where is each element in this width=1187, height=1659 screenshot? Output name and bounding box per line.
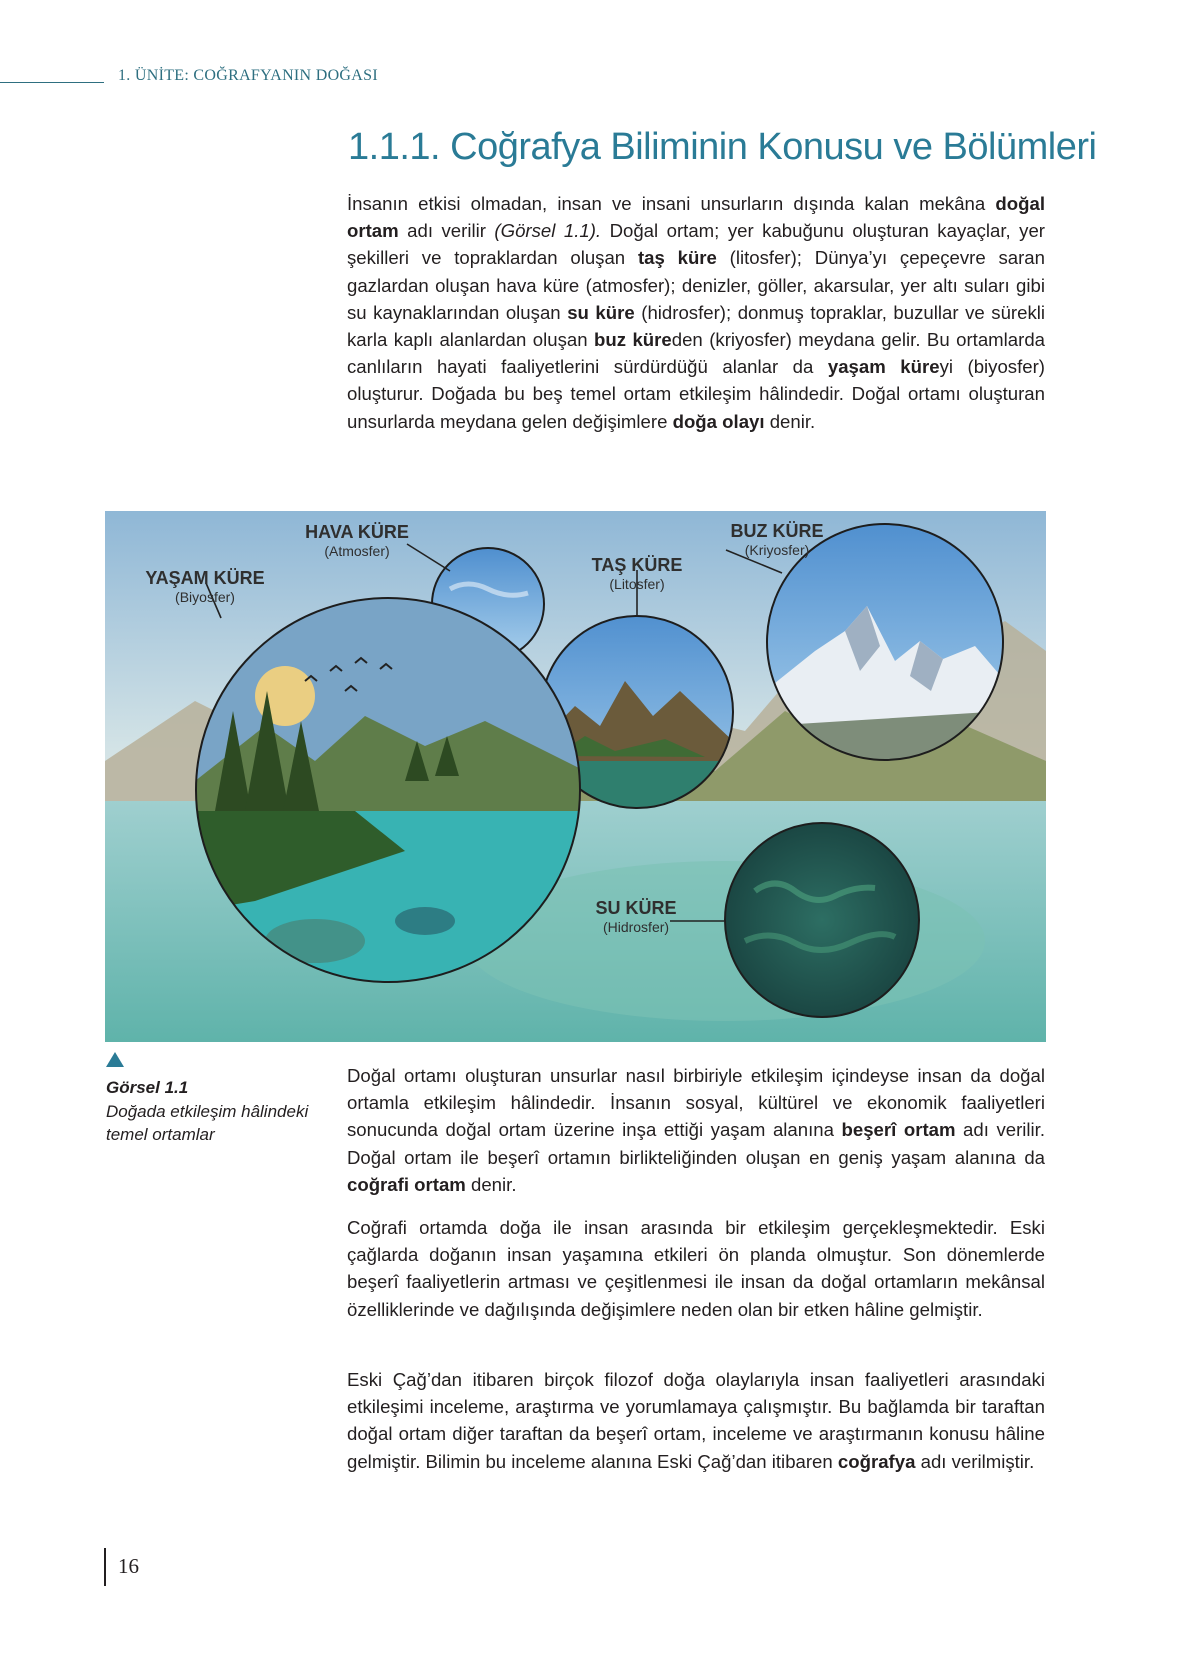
paragraph-geographic-interaction: [347, 1214, 1045, 1323]
caption-triangle-icon: [106, 1052, 124, 1067]
bold-term: yaşam küre: [827, 356, 940, 378]
text-run: adı verilmiştir.: [915, 1450, 1035, 1472]
footer-rule: [104, 1548, 106, 1586]
unit-header: 1. ÜNİTE: COĞRAFYANIN DOĞASI: [118, 67, 378, 84]
text-run: Eski Çağ’dan itibaren birçok filozof doğa olaylarıyla insan faaliyetleri arasındaki etkileşimi inceleme, araştırma ve yorumlamaya çalışmıştır. Bu bağlamda bir taraftan doğal ortam diğer taraftan da beşerî ortam, inceleme ve araştırmanın konusu hâline gelmiştir. Bilimin bu inceleme alanına Eski Çağ’dan itibaren: [347, 1369, 1045, 1472]
caption-text: Doğada etkileşim hâlindeki temel ortamlar: [106, 1102, 309, 1144]
label-hava-kure: HAVA KÜRE: [305, 522, 409, 542]
text-run: denir.: [764, 410, 816, 432]
text-run: Coğrafi ortamda doğa ile insan arasında bir etkileşim gerçekleşmektedir. Eski çağlarda doğanın insan yaşamına etkileri ön planda olmuştur. Son dönemlerde beşerî faaliyetlerin artması ve çeşitlenmesi ile insan da doğal ortamların mekânsal özelliklerinde ve dağılışında değişimlere neden olan bir etken hâline gelmiştir.: [347, 1217, 1045, 1320]
section-title: 1.1.1. Coğrafya Biliminin Konusu ve Bölümleri: [348, 126, 1097, 168]
label-tas-kure: TAŞ KÜRE: [591, 555, 683, 575]
hydrosphere-circle: [725, 823, 919, 1017]
label-su-kure: SU KÜRE: [595, 898, 677, 918]
label-yasam-kure: YAŞAM KÜRE: [145, 568, 265, 588]
bold-term: buz küre: [594, 329, 672, 351]
paragraph-geography-origin: [347, 1366, 1045, 1475]
label-hava-kure-sub: (Atmosfer): [324, 543, 390, 559]
text-run: den (kriyosfer) meydana gelir. Bu ortamlarda canlıların hayati faaliyetlerini sürdürdüğü alanlar da: [347, 329, 1045, 378]
text-run: denir.: [465, 1173, 517, 1195]
bold-term: coğrafya: [837, 1450, 916, 1472]
header-rule: [0, 82, 104, 83]
bold-term: taş küre: [637, 247, 717, 269]
text-run: Doğal ortamı oluşturan unsurlar nasıl birbiriyle etkileşim içindeyse insan da doğal ortamla etkileşim hâlindedir. İnsanın sosyal, kültürel ve ekonomik faaliyetleri sonucunda doğal ortam üzerine inşa ettiği yaşam alanına: [347, 1065, 1045, 1141]
bold-term: doğa olayı: [672, 410, 765, 432]
caption-label: Görsel 1.1: [106, 1078, 189, 1097]
text-run: (litosfer); Dünya’yı çepeçevre saran gazlardan oluşan hava küre (atmosfer); denizler, göller, akarsular, yer altı suları gibi su kaynaklarından oluşan: [347, 247, 1045, 323]
paragraph-human-environment: [347, 1062, 1045, 1198]
bold-term: su küre: [567, 301, 635, 323]
figure-spheres: [105, 511, 1046, 1042]
text-run: İnsanın etkisi olmadan, insan ve insani unsurların dışında kalan mekâna: [347, 193, 996, 214]
text-run: Doğal ortam; yer kabuğunu oluşturan kayaçlar, yer şekilleri ve topraklardan oluşan: [347, 220, 1046, 269]
paragraph-intro: [347, 190, 1045, 435]
bold-term: beşerî ortam: [841, 1119, 956, 1141]
text-run: adı verilir. Doğal ortam ile beşerî ortamın birlikteliğinden oluşan en geniş yaşam alanına da: [347, 1119, 1046, 1168]
text-run: (hidrosfer); donmuş topraklar, buzullar ve sürekli karla kaplı alanlardan oluşan: [347, 301, 1046, 351]
label-yasam-kure-sub: (Biyosfer): [175, 589, 235, 605]
text-run: adı verilir: [398, 220, 495, 242]
label-su-kure-sub: (Hidrosfer): [602, 919, 670, 935]
bold-term: coğrafi ortam: [347, 1173, 466, 1195]
italic-reference: (Görsel 1.1).: [494, 220, 602, 242]
bold-term: doğal ortam: [347, 193, 1045, 242]
label-buz-kure-sub: (Kriyosfer): [744, 542, 810, 558]
label-buz-kure: BUZ KÜRE: [730, 521, 824, 541]
label-tas-kure-sub: (Litosfer): [609, 576, 665, 592]
text-run: yi (biyosfer) oluşturur. Doğada bu beş temel ortam etkileşim hâlindedir. Doğal ortamı oluşturan unsurlarda meydana gelen değişimlere: [347, 356, 1045, 432]
page-number: 16: [118, 1554, 139, 1578]
